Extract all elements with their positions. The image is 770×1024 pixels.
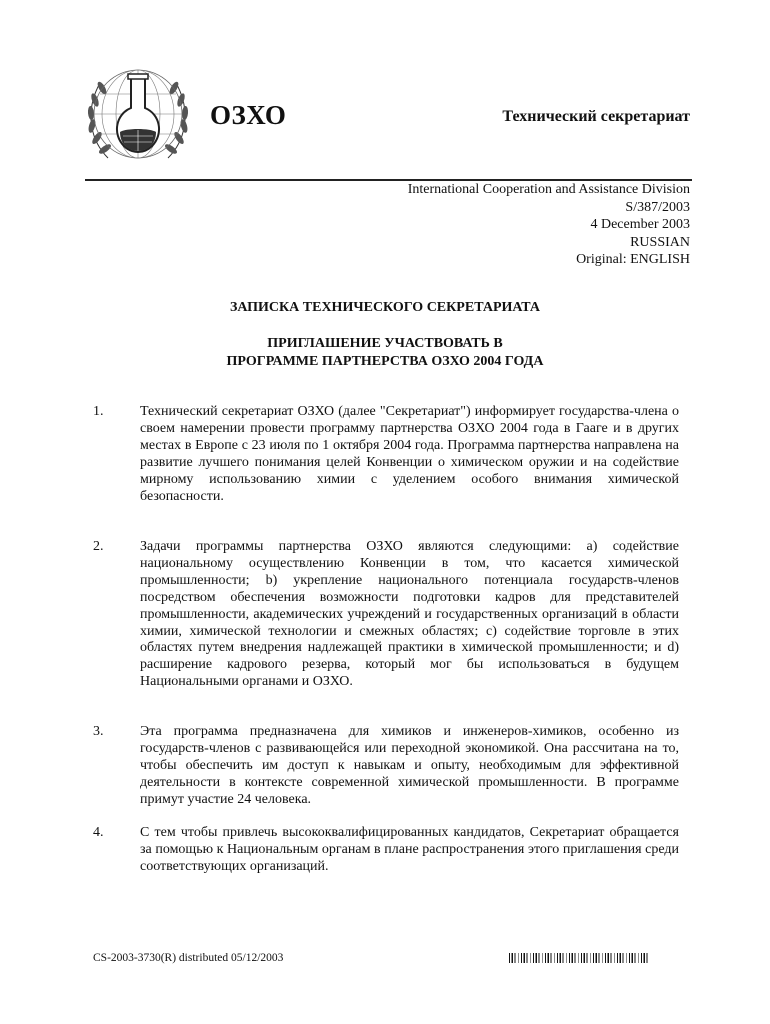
paragraph-text: Технический секретариат ОЗХО (далее "Секретариат") информирует государства-члена о своем намерении провести программу партнерства ОЗХО 2004 года в Гааге и в других местах в Европе с 23 июля по 1 октября 2004 года. Программа партнерства направлена на развитие лучшего понимания целей Конвенции о химическом оружии и на содействие мирному использованию химии с уделением особого внимания химической безопасности.	[140, 404, 679, 504]
paragraph-2	[93, 539, 679, 691]
paragraph-number: 3.	[93, 724, 104, 739]
distribution-line: CS-2003-3730(R) distributed 05/12/2003	[93, 952, 284, 964]
subject-line-2: ПРОГРАММЕ ПАРТНЕРСТВА ОЗХО 2004 ГОДА	[226, 353, 544, 369]
barcode-icon	[509, 953, 649, 963]
paragraph-text: Эта программа предназначена для химиков и инженеров-химиков, особенно из государств-членов с развивающейся или переходной экономикой. Она рассчитана на то, чтобы обеспечить им доступ к навыкам и опыту, необходимым для эффективной деятельности в контексте современной химической промышленности. В программе примут участие 24 человека.	[140, 724, 679, 807]
document-date: 4 December 2003	[590, 217, 690, 232]
paragraph-number: 2.	[93, 539, 104, 554]
subject-title	[0, 335, 770, 370]
paragraph-number: 1.	[93, 404, 104, 419]
document-language: RUSSIAN	[630, 234, 690, 250]
note-title: ЗАПИСКА ТЕХНИЧЕСКОГО СЕКРЕТАРИАТА	[229, 300, 541, 315]
original-language: Original: ENGLISH	[576, 252, 690, 267]
paragraph-4	[93, 825, 679, 876]
document-meta	[408, 181, 690, 269]
reference-number: S/387/2003	[625, 199, 690, 215]
opcw-emblem-icon	[78, 58, 198, 176]
paragraph-text: С тем чтобы привлечь высококвалифицированных кандидатов, Секретариат обращается за помощью к Национальным органам в плане распространения этого приглашения среди соответствующих организаций.	[140, 825, 679, 874]
subject-line-1: ПРИГЛАШЕНИЕ УЧАСТВОВАТЬ В	[267, 336, 503, 351]
division-line: International Cooperation and Assistance Division	[407, 182, 690, 197]
paragraph-text: Задачи программы партнерства ОЗХО являются следующими: a) содействие национальному осуществлению Конвенции в том, что касается химической промышленности; b) укрепление национального потенциала государств-членов посредством обеспечения возможности подготовки кадров для представителей промышленности, академических учреждений и государственных организаций в области химии, химической технологии и смежных областях; c) содействие торговле в этих областях путем внедрения надлежащей практики в химической промышленности; и d) расширение кадрового резерва, который мог бы использоваться в будущем Национальными органами и ОЗХО.	[140, 539, 679, 690]
org-name: ОЗХО	[210, 100, 287, 130]
paragraph-1	[93, 404, 679, 505]
paragraph-3	[93, 724, 679, 809]
paragraph-number: 4.	[93, 825, 104, 840]
secretariat-name: Технический секретариат	[502, 108, 690, 125]
